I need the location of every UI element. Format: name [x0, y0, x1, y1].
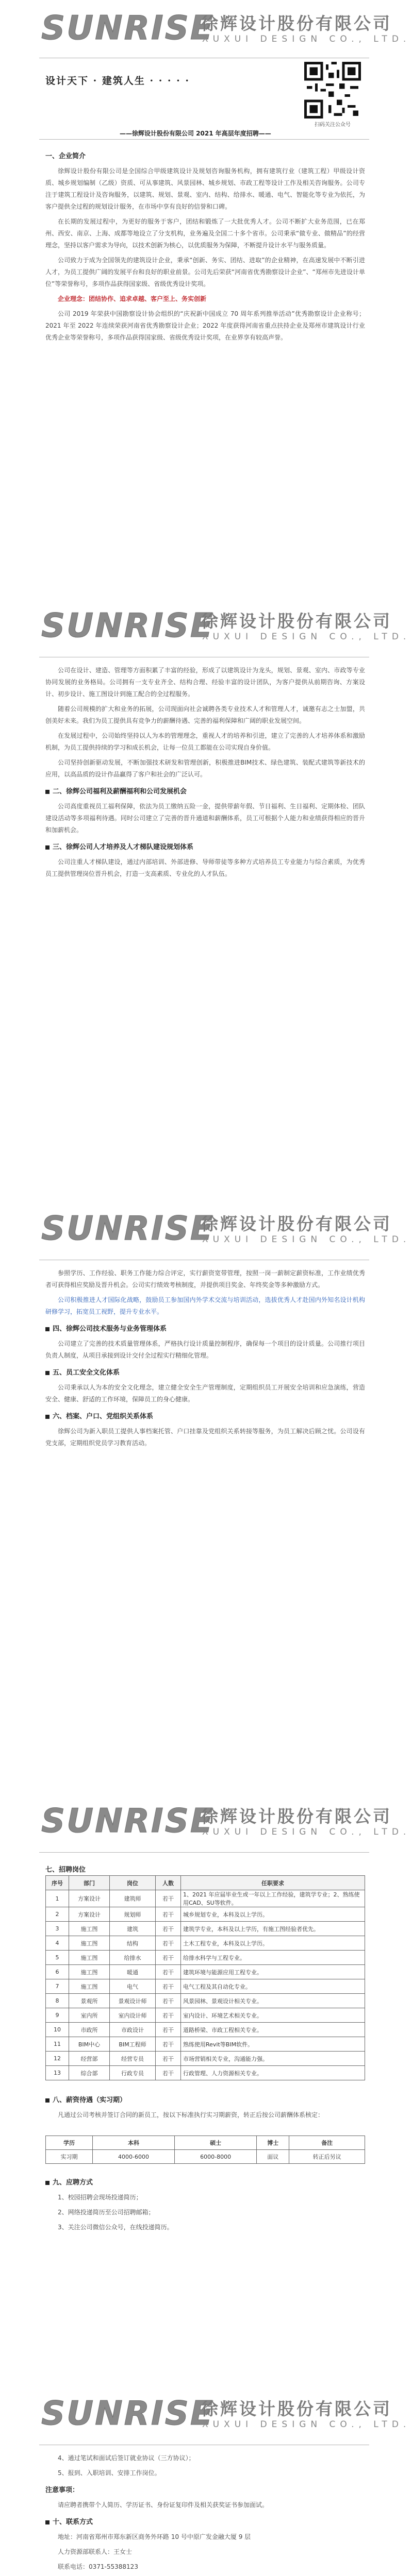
job-cell-no: 13: [46, 2066, 69, 2080]
job-cell-post: 给排水: [110, 1951, 156, 1965]
letterhead: [0, 2385, 412, 2452]
job-cell-dept: BIM中心: [69, 2037, 110, 2052]
body-paragraph: 公司秉承以人为本的安全文化理念，建立健全安全生产管理制度，定期组织员工开展安全培训和应急演练，营造安全、健康、舒适的工作环境，保障员工的身心健康。: [45, 1384, 365, 1403]
qr-code-image[interactable]: [304, 62, 361, 118]
salary-row: [46, 2150, 365, 2164]
body-paragraph: 公司在设计、建造、管理等方面积累了丰富的经验，形成了以建筑设计为龙头，规划、景观、室内、市政等专业协同发展的业务格局。公司拥有一支专业齐全、结构合理、经验丰富的设计团队，为客户提供从前期咨询、方案设计、初步设计、施工图设计到施工配合的全过程服务。: [45, 667, 365, 698]
company-name-cn: 徐辉设计股份有限公司: [201, 611, 392, 631]
job-cell-req: 行政管理、人力资源相关专业。: [181, 2066, 365, 2080]
job-cell-count: 若干: [156, 1922, 181, 1936]
salary-cell: 面议: [257, 2150, 289, 2164]
body-paragraph: 徐辉公司为新入职员工提供人事档案托管、户口挂靠及党组织关系转接等服务，为员工解决后顾之忧。公司设有党支部，定期组织党员学习教育活动。: [45, 1428, 365, 1447]
job-col-header: 序号: [46, 1876, 69, 1890]
job-cell-count: 若干: [156, 2052, 181, 2066]
job-cell-post: 市政设计: [110, 2023, 156, 2037]
recruitment-banner: ——徐辉设计股份有限公司 2021 年高层年度招聘——: [120, 130, 271, 137]
body-paragraph: 公司坚持创新驱动发展，不断加强技术研发和管理创新，积极推进BIM技术、绿色建筑、装配式建筑等新技术的应用，以高品质的设计作品赢得了客户和社会的广泛认可。: [45, 759, 365, 778]
page-2-content: [45, 665, 365, 883]
job-row: [46, 1951, 365, 1965]
section-title-safety: 五、员工安全文化体系: [45, 1367, 365, 1379]
job-cell-post: 建筑师: [110, 1890, 156, 1907]
section-title-training: 三、徐辉公司人才培养及人才梯队建设规划体系: [45, 841, 365, 853]
job-cell-no: 10: [46, 2023, 69, 2037]
job-cell-count: 若干: [156, 1951, 181, 1965]
page-5-content: [45, 2452, 365, 2576]
job-cell-no: 6: [46, 1965, 69, 1979]
job-cell-dept: 施工图: [69, 1936, 110, 1951]
job-cell-req: 城乡规划专业，本科及以上学历。: [181, 1907, 365, 1922]
job-cell-no: 2: [46, 1907, 69, 1922]
job-cell-post: 景观设计师: [110, 1994, 156, 2008]
salary-section: [45, 2089, 365, 2124]
page-3: [0, 1200, 412, 1793]
job-col-header: 任职要求: [181, 1876, 365, 1890]
job-row: [46, 2008, 365, 2023]
section-title-intro: 一、企业简介: [45, 152, 86, 160]
job-cell-req: 建筑环境与能源应用工程专业。: [181, 1965, 365, 1979]
company-name-cn: 徐辉设计股份有限公司: [201, 1806, 392, 1826]
page-4: [0, 1793, 412, 2385]
salary-col-header: 本科: [92, 2136, 174, 2150]
job-cell-req: 室内设计、环境艺术相关专业。: [181, 2008, 365, 2023]
job-cell-count: 若干: [156, 1994, 181, 2008]
job-cell-post: 暖通: [110, 1965, 156, 1979]
bullet-icon: [45, 1371, 50, 1375]
company-name-cn: 徐辉设计股份有限公司: [201, 13, 392, 33]
job-cell-dept: 施工图: [69, 1979, 110, 1994]
job-cell-no: 1: [46, 1890, 69, 1907]
intro-paragraph: 徐辉设计股份有限公司是全国综合甲级建筑设计及规划咨询服务机构，拥有建筑行业（建筑工程）甲级设计资质、城乡规划编制（乙级）资质、可从事建筑、风景园林、城乡规划、市政工程等设计工作及相关咨询服务。公司专注于建筑工程设计及咨询服务，以建筑、规划、景观、室内、结构、给排水、暖通、电气、智能化等专业为依托，为客户提供全过程的规划设计服务，在市场中享有良好的信誉和口碑。: [45, 167, 365, 210]
page-5: [0, 2385, 412, 2576]
section-title-benefits: 二、徐辉公司福利及薪酬福利和公司发展机会: [45, 786, 365, 798]
company-name-cn: 徐辉设计股份有限公司: [201, 2399, 392, 2419]
job-cell-dept: 方案设计: [69, 1890, 110, 1907]
job-cell-no: 4: [46, 1936, 69, 1951]
apply-section: [45, 2172, 365, 2236]
company-logo: SUNRISE: [41, 2395, 215, 2433]
notice-text: 请应聘者携带个人简历、学历证书、身份证复印件及相关获奖证书参加面试。: [58, 2501, 269, 2509]
job-cell-no: 9: [46, 2008, 69, 2023]
company-name-en: XUXUI DESIGN CO., LTD.: [202, 1234, 411, 1245]
job-table-body: [46, 1890, 365, 2080]
job-row: [46, 1979, 365, 1994]
job-cell-post: 电气: [110, 1979, 156, 1994]
job-cell-count: 若干: [156, 2023, 181, 2037]
company-logo: SUNRISE: [41, 9, 215, 47]
letterhead: [0, 598, 412, 665]
apply-line: 4、通过笔试和面试后签订就业协议（三方协议）；: [58, 2454, 195, 2462]
job-row: [46, 2037, 365, 2052]
body-paragraph: 参照学历、工作经验、职务工作能力综合评定，实行薪资宽带管理，按照一岗一薪制定薪资标准，工作业绩优秀者可获得相应奖励及晋升机会。公司实行绩效考核制度，并提供项目奖金、年终奖金等多种激励方式。: [45, 1269, 365, 1289]
job-table: [45, 1875, 365, 2080]
job-cell-post: 室内设计师: [110, 2008, 156, 2023]
qr-caption: 扫码关注公众号: [315, 122, 351, 128]
salary-col-header: 硕士: [175, 2136, 257, 2150]
apply-line: 3、关注公司微信公众号，在线投递简历。: [58, 2224, 173, 2231]
job-cell-count: 若干: [156, 1965, 181, 1979]
job-cell-dept: 景观所: [69, 1994, 110, 2008]
page-2: [0, 598, 412, 1200]
company-name-en: XUXUI DESIGN CO., LTD.: [202, 632, 411, 642]
job-cell-no: 5: [46, 1951, 69, 1965]
job-cell-count: 若干: [156, 2008, 181, 2023]
letterhead: [0, 0, 412, 67]
job-cell-post: 经营专员: [110, 2052, 156, 2066]
section-title-tech: 四、徐辉公司技术服务与业务管理体系: [45, 1323, 365, 1335]
job-row: [46, 1965, 365, 1979]
salary-cell: 实习期: [46, 2150, 93, 2164]
bullet-icon: [45, 2181, 50, 2185]
job-col-header: 部门: [69, 1876, 110, 1890]
salary-table-header: [46, 2136, 365, 2150]
job-cell-req: 1、2021 年应届毕业生或一年以上工作经验，建筑学专业；2、熟练使用CAD、SU等软件。: [181, 1890, 365, 1907]
header-divider: [39, 1852, 369, 1853]
job-cell-no: 7: [46, 1979, 69, 1994]
intro-paragraph: 公司 2019 年荣获中国勘察设计协会组织的“庆祝新中国成立 70 周年系列推举活动”优秀勘察设计企业称号；2021 年至 2022 年连续荣获河南省优秀勘察设计企业；2022 年度获得河南省重点扶持企业及郑州市建筑设计行业优秀企业等荣誉称号，多项作品获得国家级、省级优秀设计奖项，在业界享有较高声誉。: [45, 310, 365, 341]
job-row: [46, 1994, 365, 2008]
company-slogan: 设计天下 · 建筑人生 · · · · ·: [45, 75, 190, 87]
company-logo: SUNRISE: [41, 607, 215, 645]
job-cell-count: 若干: [156, 2066, 181, 2080]
job-cell-dept: 施工图: [69, 1965, 110, 1979]
body-paragraph: 在发展过程中，公司始终坚持以人为本的管理理念，重视人才的培养和引进，建立了完善的人才培养体系和激励机制，为员工提供持续的学习和成长机会，让每一位员工都能在公司实现自身价值。: [45, 732, 365, 751]
job-cell-no: 12: [46, 2052, 69, 2066]
salary-cell: 6000-8000: [175, 2150, 257, 2164]
job-row: [46, 1907, 365, 1922]
job-row: [46, 2066, 365, 2080]
job-row: [46, 1936, 365, 1951]
bullet-icon: [45, 2098, 50, 2103]
company-name-en: XUXUI DESIGN CO., LTD.: [202, 2419, 411, 2430]
bullet-icon: [45, 790, 50, 794]
contact-address: 地址：河南省郑州市郑东新区商务外环路 10 号中原广发金融大厦 9 层: [58, 2533, 251, 2540]
job-cell-dept: 施工图: [69, 1951, 110, 1965]
contact-person: 人力资源部联系人：王女士: [58, 2548, 133, 2555]
job-cell-req: 熟练使用Revit等BIM软件。: [181, 2037, 365, 2052]
salary-col-header: 备注: [289, 2136, 365, 2150]
body-highlight: 公司积极推进人才国际化战略，鼓励员工参加国内外学术交流与培训活动，选拔优秀人才赴国内外知名设计机构研修学习，拓宽员工视野，提升专业水平。: [45, 1296, 365, 1315]
job-cell-post: 结构: [110, 1936, 156, 1951]
job-cell-post: 规划师: [110, 1907, 156, 1922]
apply-line: 2、网络投递简历至公司招聘邮箱；: [58, 2209, 155, 2216]
job-row: [46, 2023, 365, 2037]
bullet-icon: [45, 1327, 50, 1331]
company-name-cn: 徐辉设计股份有限公司: [201, 1214, 392, 1234]
job-cell-count: 若干: [156, 1907, 181, 1922]
salary-col-header: 博士: [257, 2136, 289, 2150]
job-cell-no: 3: [46, 1922, 69, 1936]
company-intro: [45, 145, 365, 347]
apply-line: 1、校园招聘会现场投递简历；: [58, 2194, 142, 2201]
job-cell-count: 若干: [156, 1979, 181, 1994]
contact-phone: 联系电话：0371-55388123: [58, 2563, 138, 2570]
bullet-icon: [45, 845, 50, 850]
job-cell-dept: 市政所: [69, 2023, 110, 2037]
job-cell-req: 市场营销相关专业，沟通能力强。: [181, 2052, 365, 2066]
salary-table-body: [46, 2150, 365, 2164]
section-title-contact: 十、联系方式: [45, 2516, 365, 2528]
job-col-header: 人数: [156, 1876, 181, 1890]
job-col-header: 岗位: [110, 1876, 156, 1890]
intro-paragraph: 在长期的发展过程中，为更好的服务于客户，团结和锻炼了一大批优秀人才。公司不断扩大业务范围，已在郑州、西安、南京、上海、成都等地设立了分支机构，业务遍及全国二十多个省市。公司秉承“做专业、做精品”的经营理念，坚持以客户需求为导向，以技术创新为核心，以优质服务为保障，不断提升设计水平与服务质量。: [45, 218, 365, 249]
job-cell-dept: 综合部: [69, 2066, 110, 2080]
bullet-icon: [45, 1415, 50, 1419]
salary-cell: 转正后另议: [289, 2150, 365, 2164]
job-row: [46, 1890, 365, 1907]
company-logo: SUNRISE: [41, 1210, 215, 1248]
body-paragraph: 凡通过公司考核并签订合同的新员工，按以下标准执行实习期薪资，转正后按公司薪酬体系核定：: [58, 2111, 324, 2119]
letterhead: [0, 1200, 412, 1267]
salary-table: [45, 2136, 365, 2164]
section-title-salary: 八、薪资待遇（实习期）: [45, 2094, 365, 2106]
job-cell-dept: 施工图: [69, 1922, 110, 1936]
job-cell-dept: 室内所: [69, 2008, 110, 2023]
company-name-en: XUXUI DESIGN CO., LTD.: [202, 34, 411, 44]
company-name-en: XUXUI DESIGN CO., LTD.: [202, 1827, 411, 1837]
bullet-icon: [45, 2520, 50, 2524]
body-paragraph: 公司高度重视员工福利保障，依法为员工缴纳五险一金，提供带薪年假、节日福利、生日福利、定期体检、团队建设活动等多项福利待遇。同时公司建立了完善的晋升通道和薪酬体系，员工可根据个人能力和业绩获得相应的晋升和加薪机会。: [45, 803, 365, 834]
job-cell-req: 土木工程专业，本科及以上学历。: [181, 1936, 365, 1951]
company-logo: SUNRISE: [41, 1802, 215, 1840]
job-cell-count: 若干: [156, 1936, 181, 1951]
job-cell-count: 若干: [156, 1890, 181, 1907]
job-cell-post: BIM工程师: [110, 2037, 156, 2052]
notice-title: 注意事项：: [45, 2486, 79, 2494]
job-table-header: [46, 1876, 365, 1890]
salary-col-header: 学历: [46, 2136, 93, 2150]
section-title-archives: 六、档案、户口、党组织关系体系: [45, 1411, 365, 1422]
section-title-jobs: 七、招聘岗位: [45, 1866, 86, 1874]
intro-paragraph: 公司致力于成为全国领先的建筑设计企业，秉承“创新、务实、团结、进取”的企业精神，在高速发展中不断引进人才，为员工提供广阔的发展平台和良好的职业前景。公司先后荣获“河南省优秀勘察设计企业”、“郑州市先进设计单位”等荣誉称号，多项作品获得国家级、省级优秀设计奖项。: [45, 257, 365, 287]
job-row: [46, 2052, 365, 2066]
intro-highlight: 企业理念：团结协作、追求卓越、客户至上、务实创新: [58, 295, 207, 302]
salary-cell: 4000-6000: [92, 2150, 174, 2164]
job-cell-dept: 方案设计: [69, 1907, 110, 1922]
page-3-content: [45, 1267, 365, 1452]
body-paragraph: 公司注重人才梯队建设，通过内部培训、外部进修、导师带徒等多种方式培养员工专业能力与综合素质，为优秀员工提供管理岗位晋升机会，打造一支高素质、专业化的人才队伍。: [45, 858, 365, 877]
letterhead: [0, 1793, 412, 1860]
body-paragraph: 随着公司规模的扩大和业务的拓展，公司现面向社会诚聘各类专业技术人才和管理人才，诚邀有志之士加盟，共创美好未来。我们为员工提供具有竞争力的薪酬待遇、完善的福利保障和广阔的职业发展空间。: [45, 705, 365, 724]
job-cell-post: 行政专员: [110, 2066, 156, 2080]
banner-divider: [39, 139, 369, 140]
job-cell-count: 若干: [156, 2037, 181, 2052]
job-cell-dept: 经营部: [69, 2052, 110, 2066]
body-paragraph: 公司建立了完善的技术质量管理体系，严格执行设计质量控制程序，确保每一个项目的设计质量。公司推行项目负责人制度，从项目承接到设计交付全过程实行精细化管理。: [45, 1340, 365, 1359]
job-cell-no: 8: [46, 1994, 69, 2008]
apply-line: 5、报到、入职培训、安排工作岗位。: [58, 2469, 161, 2477]
job-cell-post: 建筑: [110, 1922, 156, 1936]
job-cell-req: 给排水科学与工程专业。: [181, 1951, 365, 1965]
job-cell-req: 道路桥梁、市政工程相关专业。: [181, 2023, 365, 2037]
job-row: [46, 1922, 365, 1936]
section-title-apply: 九、应聘方式: [45, 2177, 365, 2189]
job-cell-no: 11: [46, 2037, 69, 2052]
job-cell-req: 电气工程及其自动化专业。: [181, 1979, 365, 1994]
page-1: [0, 0, 412, 598]
job-cell-req: 建筑学专业，本科及以上学历，有施工图经验者优先。: [181, 1922, 365, 1936]
job-cell-req: 风景园林、景观设计相关专业。: [181, 1994, 365, 2008]
